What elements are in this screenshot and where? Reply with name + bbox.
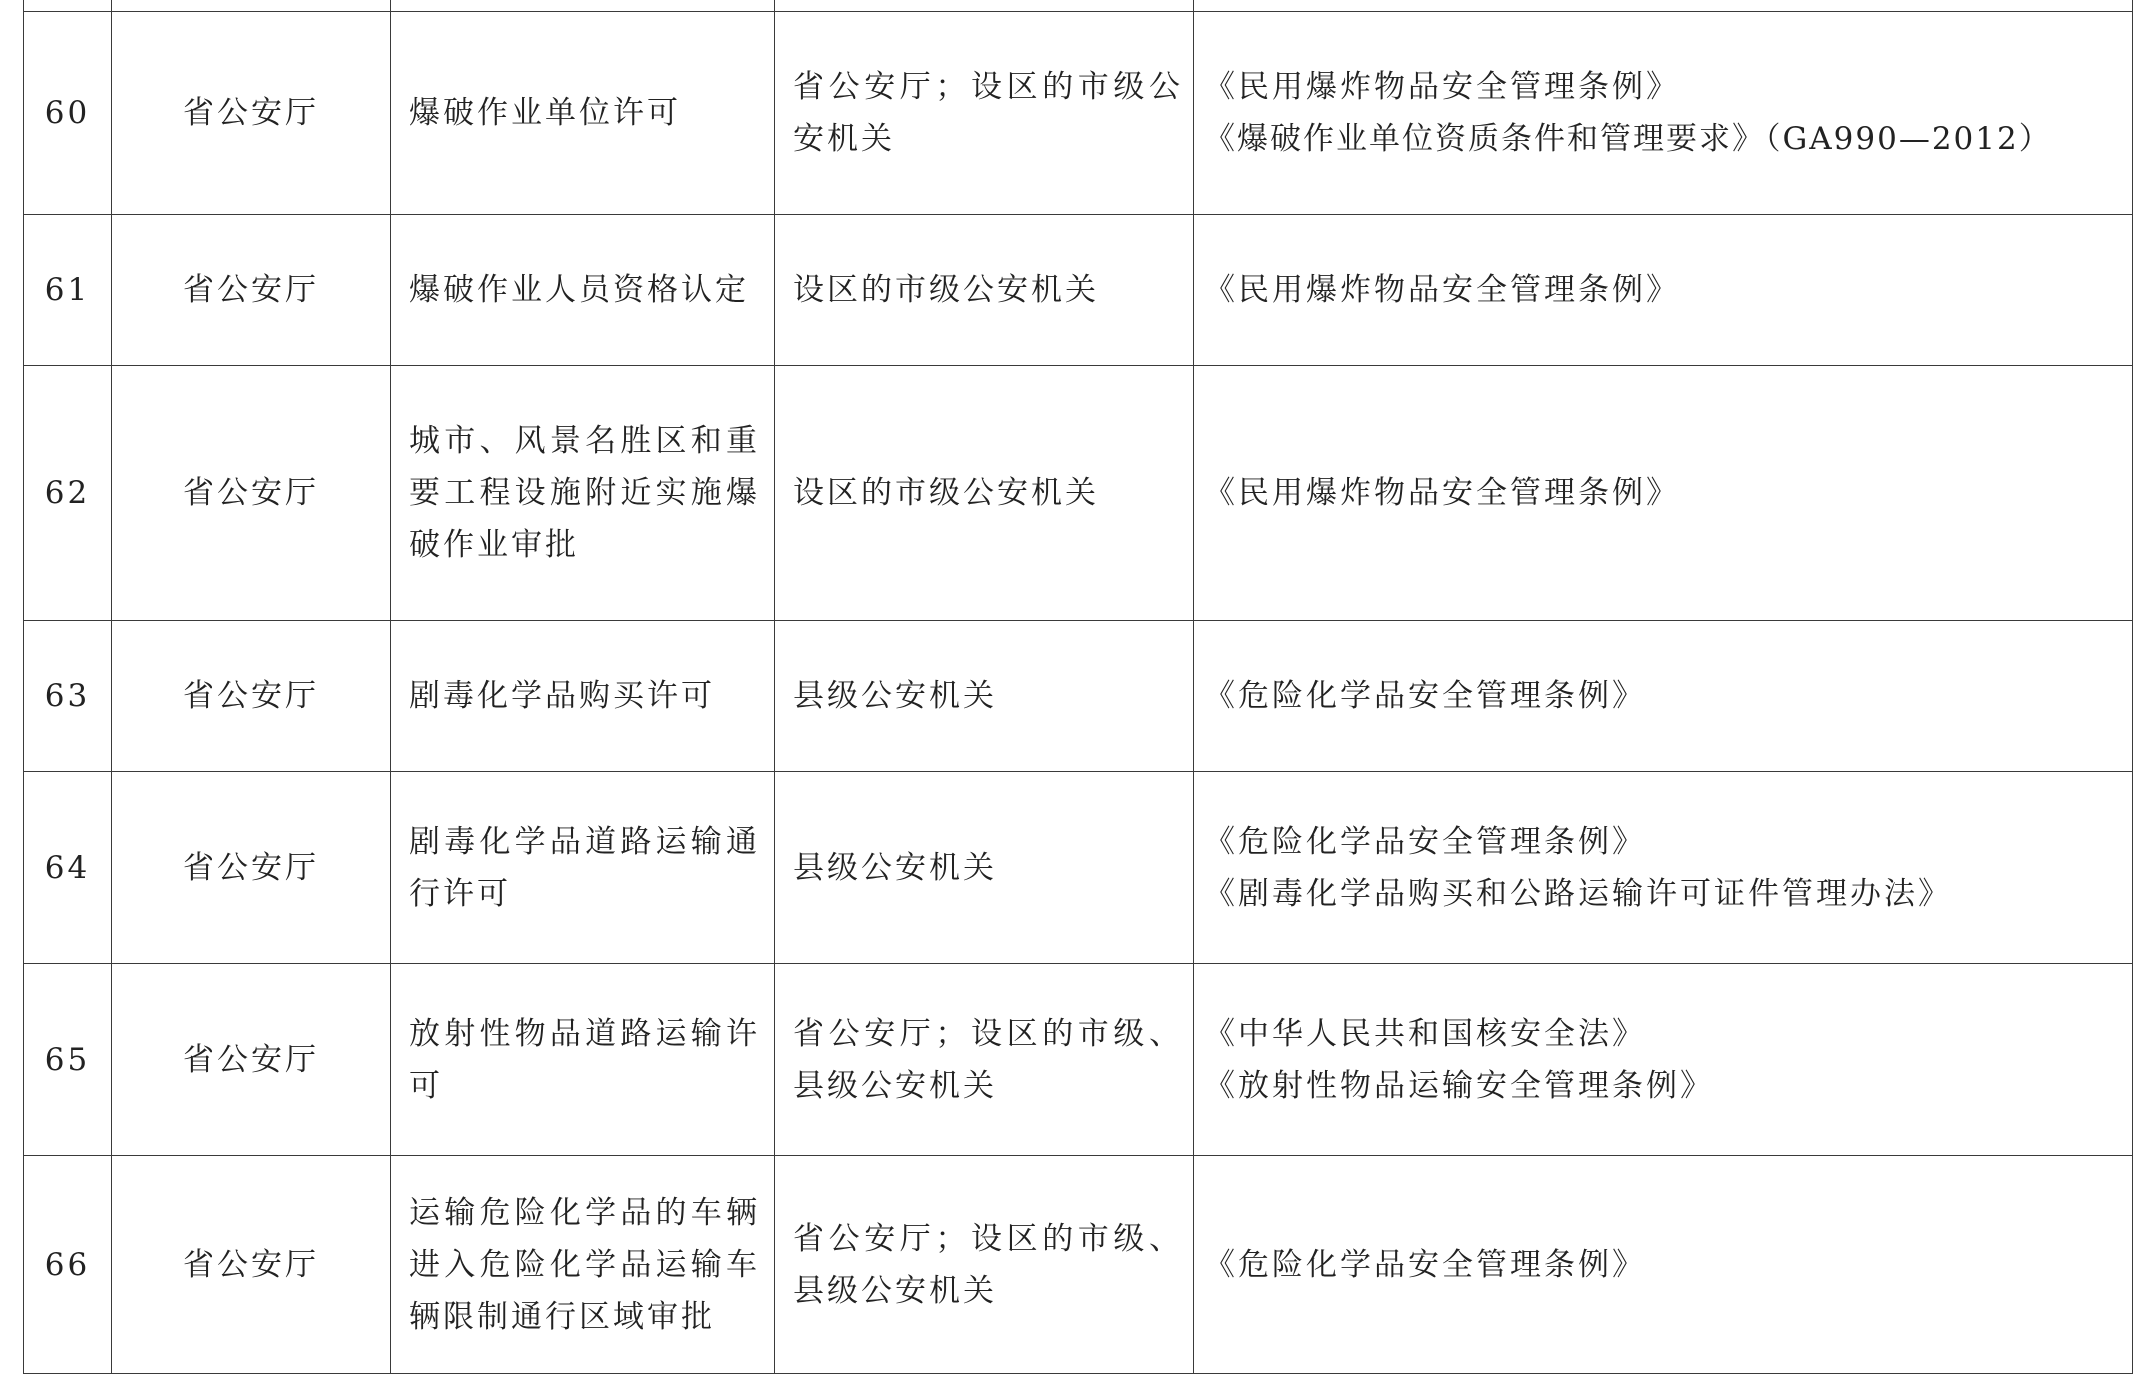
authority-cell	[775, 1156, 1194, 1374]
item-name-cell	[391, 621, 775, 772]
authority-text: 县级公安机关	[793, 678, 997, 714]
table-row	[24, 12, 2133, 215]
department-cell: 省公安厅	[112, 12, 391, 215]
legal-basis-cell	[1194, 366, 2133, 621]
item-name: 放射性物品道路运输许可	[409, 1015, 760, 1104]
authority-cell	[775, 215, 1194, 366]
item-name-cell	[391, 772, 775, 964]
legal-basis-cell	[1194, 1156, 2133, 1374]
row-number: 62	[24, 366, 112, 621]
row-number: 65	[24, 964, 112, 1156]
item-name-cell	[391, 964, 775, 1156]
legal-basis-line: 《民用爆炸物品安全管理条例》	[1204, 475, 1680, 511]
legal-basis-line: 《爆破作业单位资质条件和管理要求》（GA990—2012）	[1204, 121, 2052, 157]
row-number: 63	[24, 621, 112, 772]
item-name: 城市、风景名胜区和重要工程设施附近实施爆破作业审批	[409, 423, 760, 563]
legal-basis-line: 《危险化学品安全管理条例》	[1204, 823, 1646, 860]
item-name: 爆破作业人员资格认定	[409, 272, 749, 308]
legal-basis-line: 《放射性物品运输安全管理条例》	[1204, 1067, 1714, 1104]
table-row	[24, 215, 2133, 366]
item-name: 运输危险化学品的车辆进入危险化学品运输车辆限制通行区域审批	[409, 1194, 760, 1335]
department-cell: 省公安厅	[112, 215, 391, 366]
item-name: 剧毒化学品道路运输通行许可	[409, 823, 760, 912]
table-row	[24, 1156, 2133, 1374]
authority-cell	[775, 772, 1194, 964]
authority-text: 省公安厅；设区的市级、县级公安机关	[793, 1015, 1183, 1104]
table-row-partial	[24, 0, 2133, 12]
department-cell: 省公安厅	[112, 621, 391, 772]
row-number: 66	[24, 1156, 112, 1374]
authority-cell	[775, 12, 1194, 215]
department-cell: 省公安厅	[112, 1156, 391, 1374]
legal-basis-line: 《危险化学品安全管理条例》	[1204, 678, 1646, 714]
item-name: 剧毒化学品购买许可	[409, 678, 715, 714]
legal-basis-line: 《民用爆炸物品安全管理条例》	[1204, 272, 1680, 308]
cell-item	[391, 0, 775, 12]
authority-cell	[775, 621, 1194, 772]
legal-basis-cell	[1194, 215, 2133, 366]
table-row	[24, 772, 2133, 964]
legal-basis-line: 《危险化学品安全管理条例》	[1204, 1246, 1646, 1283]
authority-text: 县级公安机关	[793, 849, 997, 886]
item-name-cell	[391, 366, 775, 621]
department-cell: 省公安厅	[112, 772, 391, 964]
authority-text: 省公安厅；设区的市级、县级公安机关	[793, 1220, 1183, 1309]
legal-basis-line: 《中华人民共和国核安全法》	[1204, 1015, 1646, 1052]
item-name: 爆破作业单位许可	[409, 95, 681, 131]
department-cell: 省公安厅	[112, 366, 391, 621]
authority-text: 设区的市级公安机关	[793, 272, 1099, 308]
cell-department	[112, 0, 391, 12]
table-row	[24, 366, 2133, 621]
legal-basis-cell	[1194, 772, 2133, 964]
item-name-cell	[391, 1156, 775, 1374]
authority-cell	[775, 964, 1194, 1156]
legal-basis-line: 《剧毒化学品购买和公路运输许可证件管理办法》	[1204, 875, 1952, 912]
table-row	[24, 621, 2133, 772]
row-number: 61	[24, 215, 112, 366]
cell-basis	[1194, 0, 2133, 12]
department-cell: 省公安厅	[112, 964, 391, 1156]
authority-text: 省公安厅；设区的市级公安机关	[793, 69, 1183, 157]
authority-text: 设区的市级公安机关	[793, 475, 1099, 511]
row-number: 60	[24, 12, 112, 215]
legal-basis-line: 《民用爆炸物品安全管理条例》	[1204, 69, 1680, 105]
legal-basis-cell	[1194, 964, 2133, 1156]
row-number: 64	[24, 772, 112, 964]
table-row	[24, 964, 2133, 1156]
cell-number	[24, 0, 112, 12]
approval-items-table	[23, 0, 2133, 1374]
item-name-cell	[391, 12, 775, 215]
legal-basis-cell	[1194, 12, 2133, 215]
item-name-cell	[391, 215, 775, 366]
cell-authority	[775, 0, 1194, 12]
legal-basis-cell	[1194, 621, 2133, 772]
authority-cell	[775, 366, 1194, 621]
